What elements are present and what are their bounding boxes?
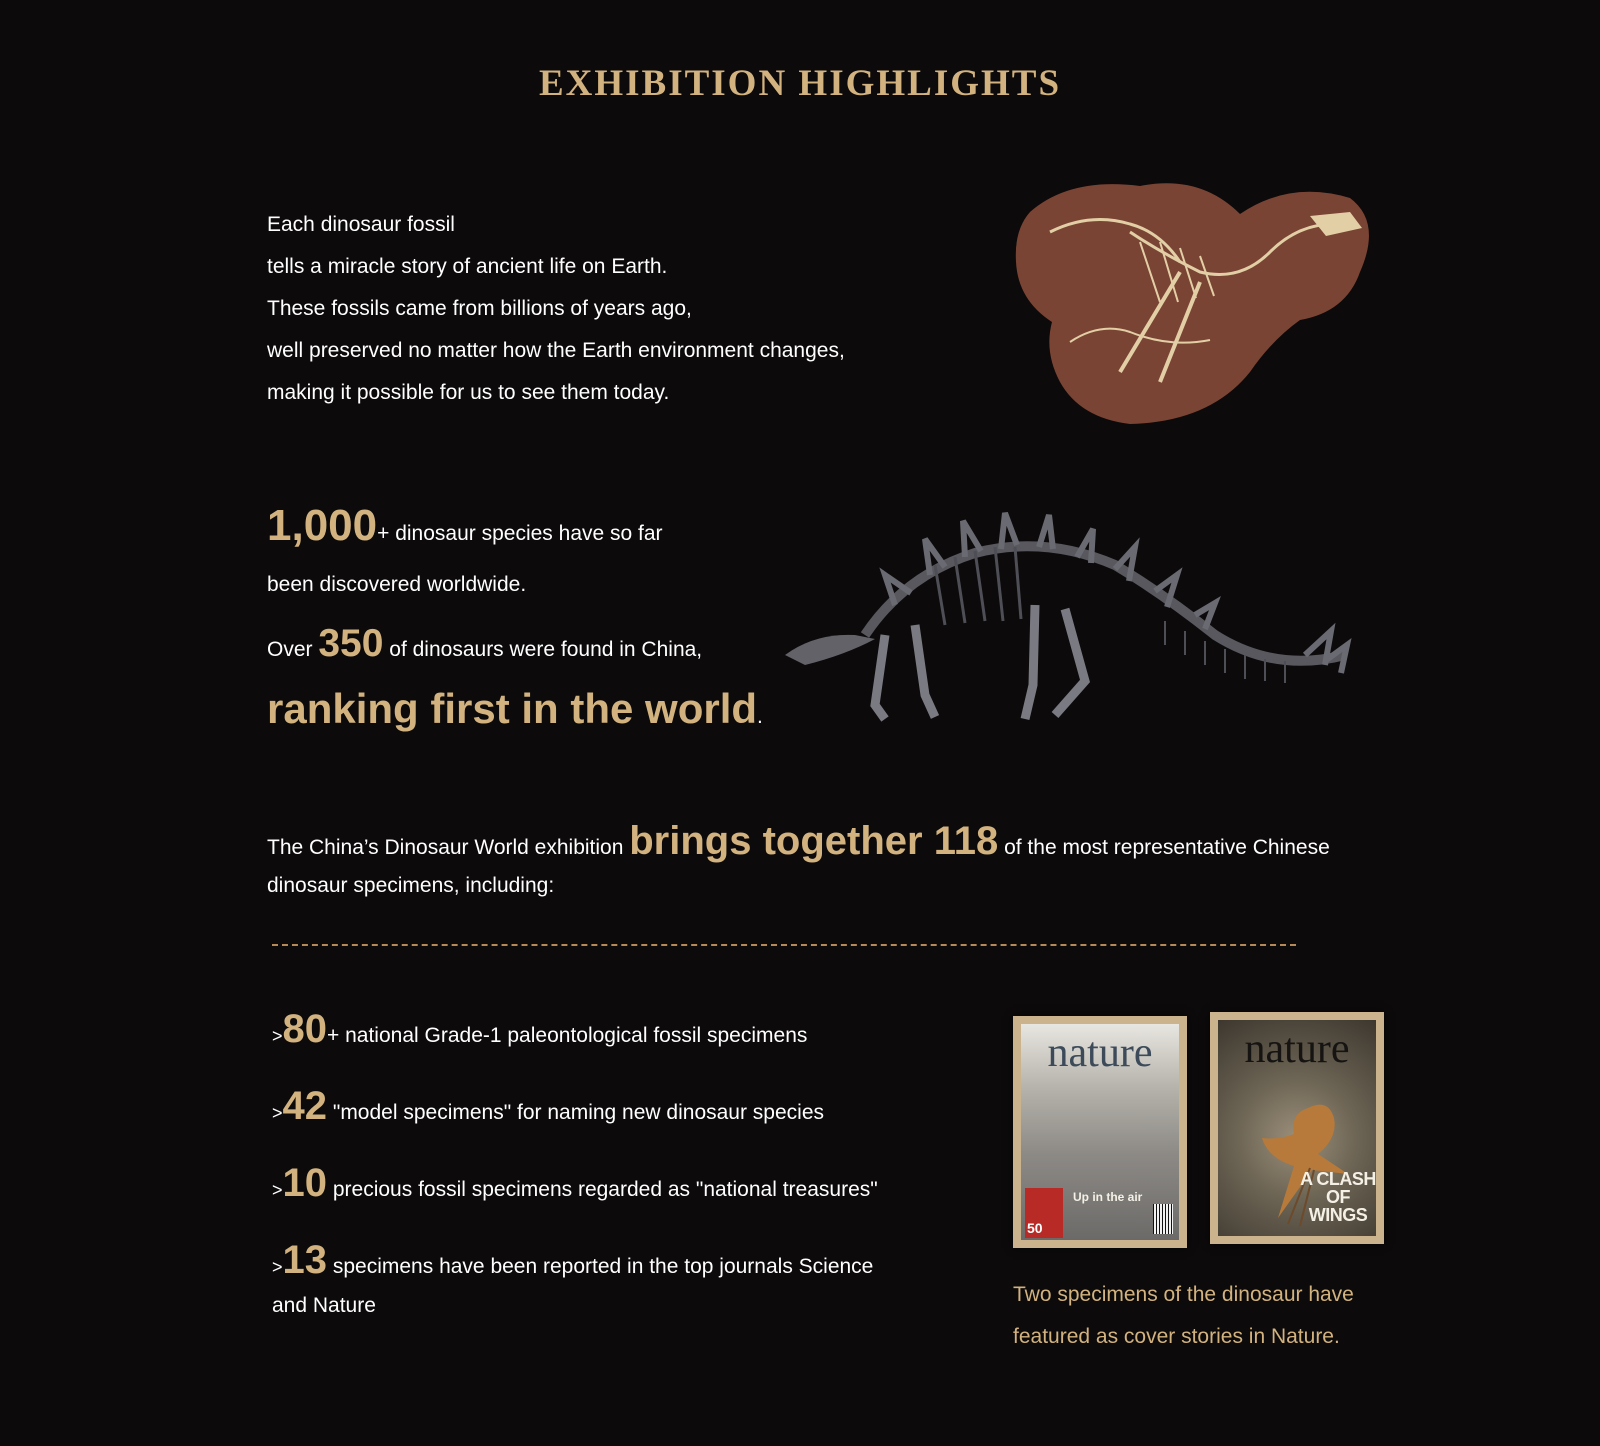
specimen-count: 80 (282, 1007, 328, 1051)
specimen-text: specimens have been reported in the top journals Science (332, 1255, 874, 1278)
specimen-text-continuation: and Nature (272, 1294, 376, 1317)
intro-line: well preserved no matter how the Earth environment changes, (267, 339, 845, 362)
intro-text (267, 204, 845, 414)
section-divider (272, 944, 1296, 946)
specimen-text: "model specimens" for naming new dinosaur species (332, 1101, 825, 1124)
cover-headline: A CLASH OF WINGS (1300, 1169, 1376, 1225)
greater-than-symbol: > (272, 1257, 283, 1277)
china-count: 350 (318, 622, 384, 665)
specimen-list (272, 1000, 952, 1317)
species-text-2: been discovered worldwide. (267, 573, 527, 596)
intro-line: making it possible for us to see them today. (267, 381, 670, 404)
exhibition-prefix: The China’s Dinosaur World exhibition (267, 836, 624, 859)
exhibition-summary (267, 819, 1347, 905)
specimen-text: precious fossil specimens regarded as "national treasures" (332, 1178, 878, 1201)
china-text: of dinosaurs were found in China, (389, 638, 703, 661)
ranking-period: . (757, 705, 763, 728)
greater-than-symbol: > (272, 1103, 283, 1123)
caption-line: Two specimens of the dinosaur have (1013, 1283, 1354, 1306)
nature-cover-1 (1013, 1016, 1187, 1248)
cover-headline: Up in the air (1073, 1190, 1143, 1204)
specimen-count: 13 (282, 1238, 328, 1282)
page-title: EXHIBITION HIGHLIGHTS (538, 63, 1062, 104)
greater-than-symbol: > (272, 1026, 283, 1046)
stegosaurus-skeleton-image (785, 505, 1355, 745)
species-text: + dinosaur species have so far (377, 522, 663, 545)
list-item (272, 1231, 952, 1317)
specimen-count: 10 (282, 1161, 328, 1205)
exhibition-suffix: of the most representative Chinese dinosaur specimens, including: (267, 836, 1330, 897)
cover-masthead: nature (1244, 1026, 1350, 1072)
cover-masthead: nature (1047, 1030, 1153, 1076)
list-item (272, 1000, 952, 1077)
intro-line: These fossils came from billions of years ago, (267, 297, 692, 320)
caption-line: featured as cover stories in Nature. (1013, 1325, 1340, 1348)
ranking-text: ranking first in the world (267, 685, 758, 732)
china-prefix: Over (267, 638, 313, 661)
nature-cover-2 (1210, 1012, 1384, 1244)
species-stats (267, 496, 763, 744)
species-count: 1,000 (267, 501, 378, 550)
intro-line: tells a miracle story of ancient life on Earth. (267, 255, 668, 278)
cover-badge-number: 50 (1027, 1220, 1043, 1236)
list-item (272, 1154, 952, 1231)
fossil-slab-image (1010, 172, 1380, 432)
specimen-count: 42 (282, 1084, 328, 1128)
intro-line: Each dinosaur fossil (267, 213, 455, 236)
list-item (272, 1077, 952, 1154)
greater-than-symbol: > (272, 1180, 283, 1200)
barcode-icon (1153, 1204, 1173, 1234)
exhibition-highlight: brings together 118 (629, 819, 999, 863)
cover-caption (1013, 1274, 1433, 1358)
specimen-text: + national Grade-1 paleontological fossil specimens (327, 1024, 808, 1047)
